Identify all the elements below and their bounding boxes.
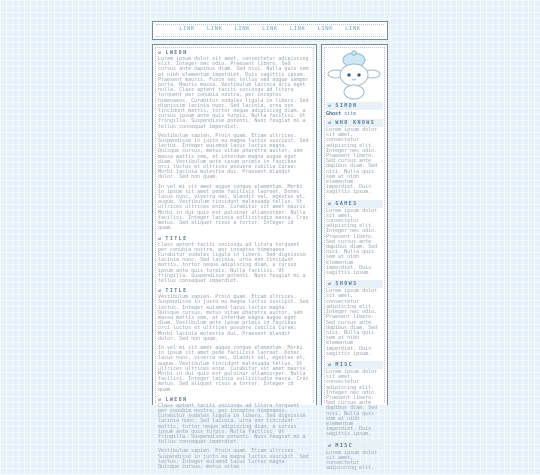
top-nav [152,21,388,40]
profile-title: SIMON [335,103,358,109]
sidebar-content [326,48,383,475]
nav-link-6[interactable]: LINK [317,26,334,32]
sidebar-paragraph: Lorem ipsum dolor sit amet, consectetur adipiscing elit. [326,449,378,472]
main-content [158,48,311,474]
section-heading [158,397,311,403]
sidebar[interactable] [321,44,388,472]
sidebar-paragraph: Lorem ipsum dolor sit amet, consectetur adipiscing elit. Integer nec odio. Praesent libero. Sed cursus ante dapibus diam. Sed nisi. Nulla quis sem at nibh elementum imperdiet. Duis sagittis ipsum. [326,288,378,357]
sidebar-section-title: GAMES [335,200,358,207]
nav-link-7[interactable]: LINK [345,26,361,32]
arrows-icon: ⇄ [158,288,163,295]
paragraph: In vel mi sit amet augue congue elementum. Morbi in ipsum sit amet pede facilisis laoreet. Donec lacus nunc, viverra nec, blandit vel, egestas et, augue. Vestibulum tincidunt malesuada tellus. Ut ultrices ultrices enim. Curabitur sit amet mauris. Morbi in dui quis est pulvinar ullamcorper. Nulla facilisi. Integer lacinia sollicitudin massa. Cras metus. Sed aliquet risus a tortor. Integer id quam. [158,344,309,393]
nav-links [153,26,387,32]
username-suffix: site [341,111,357,117]
sidebar-section-title: WHO KNOWS [335,120,376,126]
sidebar-section-title: MISC [335,361,354,368]
nav-link-4[interactable]: LINK [262,26,278,32]
paragraph: In vel mi sit amet augue congue elementum. Morbi in ipsum sit amet pede facilisis laoreet. Donec lacus nunc, viverra nec, blandit vel, egestas et, augue. Vestibulum tincidunt malesuada tellus. Ut ultrices ultrices enim. Curabitur sit amet mauris. Morbi in dui quis est pulvinar ullamcorper. Nulla facilisi. Integer lacinia sollicitudin massa. Cras metus. Sed aliquet risus a tortor. Integer id quam. [158,183,309,232]
arrows-icon: ⇄ [328,361,333,368]
arrows-icon: ⇄ [328,281,333,288]
arrows-icon: ⇄ [328,442,333,449]
paragraph: Vestibulum sapien. Proin quam. Etiam ultrices. Suspendisse in justo eu magna luctus suscipit. Sed lectus. Integer euismod lacus luctus magna. Quisque cursus, metus vitae [158,448,309,471]
nav-link-5[interactable]: LINK [289,26,306,32]
arrows-icon: ⇄ [328,103,333,109]
sidebar-paragraph: Lorem ipsum dolor sit amet, consectetur adipiscing elit. Integer nec odio. Praesent libero. Sed cursus ante dapibus diam. Sed nisi. Nulla quis sem at nibh elementum imperdiet. Duis sagittis ipsum. [326,207,378,277]
bunny-mascot-icon [326,50,383,100]
paragraph: Class aptent taciti sociosqu ad litora torquent per conubia nostra, per inceptos himenaeos. Curabitur sodales ligula in libero. Sed dignissim lacinia nunc. Sed lacinia, urna non tincidunt mattis, tortor neque adipiscing diam, a cursus ipsum ante quis turpis. Nulla facilisi. Ut fringilla. Suspendisse potenti. Nunc feugiat mi a tellus consequat imperdiet. [158,241,306,284]
paragraph: Vestibulum sapien. Proin quam. Etiam ultrices. Suspendisse in justo eu magna luctus suscipit. Sed lectus. Integer euismod lacus luctus magna. Quisque cursus, metus vitae pharetra auctor, sem massa mattis sem, at interdum magna augue eget diam. Vestibulum ante ipsum primis in faucibus orci luctus et ultrices posuere cubilia Curae; Morbi lacinia molestie dui. Praesent blandit dolor. Sed non quam. [158,132,309,181]
sidebar-heading [326,119,383,127]
username[interactable]: Ghost [326,111,342,117]
section-title: TITLE [165,235,188,242]
paragraph: Class aptent taciti sociosqu ad litora torquent per conubia nostra, per inceptos himenaeos. Curabitur sodales ligula in libero. Sed dignissim lacinia nunc. Sed lacinia, urna non tincidunt mattis, tortor neque adipiscing diam, a cursus ipsum ante quis turpis. Nulla facilisi. Ut fringilla. Suspendisse potenti. Nunc feugiat mi a tellus consequat imperdiet. [158,402,306,446]
section-title: LWEON [165,50,188,56]
sidebar-heading [326,200,383,208]
paragraph: Lorem ipsum dolor sit amet, consectetur adipiscing elit. Integer nec odio. Praesent libero. Sed cursus ante dapibus diam. Sed nisi. Nulla quis sem at nibh elementum imperdiet. Duis sagittis ipsum. Praesent mauris. Fusce nec tellus sed augue semper porta. Mauris massa. Vestibulum lacinia arcu eget nulla. Class aptent taciti sociosqu ad litora torquent per conubia nostra, per inceptos himenaeos. Curabitur sodales ligula in libero. Sed dignissim lacinia nunc. Sed lacinia, urna non tincidunt mattis, tortor neque adipiscing diam, a cursus ipsum ante quis turpis. Nulla facilisi. Ut fringilla. Suspendisse potenti. Nunc feugiat mi a tellus consequat imperdiet. [158,56,309,130]
arrows-icon: ⇄ [158,50,163,56]
sidebar-heading [326,361,383,369]
nav-link-2[interactable]: LINK [206,26,223,32]
arrows-icon: ⇄ [328,200,333,207]
nav-link-1[interactable]: LINK [179,26,195,32]
section-title: TITLE [165,288,188,295]
paragraph: Vestibulum sapien. Proin quam. Etiam ultrices. Suspendisse in justo eu magna luctus suscipit. Sed lectus. Integer euismod lacus luctus magna. Quisque cursus, metus vitae pharetra auctor, sem massa mattis sem, at interdum magna augue eget diam. Vestibulum ante ipsum primis in faucibus orci luctus et ultrices posuere cubilia Curae; Morbi lacinia molestie dui. Praesent blandit dolor. Sed non quam. [158,294,309,342]
nav-dotted-top [156,24,384,25]
arrows-icon: ⇄ [328,120,333,126]
sidebar-heading [326,442,383,450]
main-column[interactable] [152,44,317,471]
nav-dotted-bottom [156,36,384,37]
sidebar-heading [326,280,383,288]
sidebar-section-title: MISC [335,442,354,449]
sidebar-paragraph: Lorem ipsum dolor sit amet, consectetur adipiscing elit. Integer nec odio. Praesent libero. Sed cursus ante dapibus diam. Sed nisi. Nulla quis sem at nibh elementum imperdiet. Duis sagittis ipsum. [326,368,378,438]
arrows-icon: ⇄ [158,396,163,403]
nav-link-3[interactable]: LINK [234,26,251,32]
sidebar-paragraph: Lorem ipsum dolor sit amet, consectetur adipiscing elit. Integer nec odio. Praesent libero. Sed cursus ante dapibus diam. Sed nisi. Nulla quis sem at nibh elementum imperdiet. Duis sagittis ipsum. [326,127,378,196]
arrows-icon: ⇄ [158,235,163,242]
sidebar-section-title: SHOWS [335,281,358,288]
username-line [326,111,383,117]
sidebar-heading-profile [326,102,383,110]
section-heading [158,236,311,242]
section-title: LWEON [165,396,188,403]
